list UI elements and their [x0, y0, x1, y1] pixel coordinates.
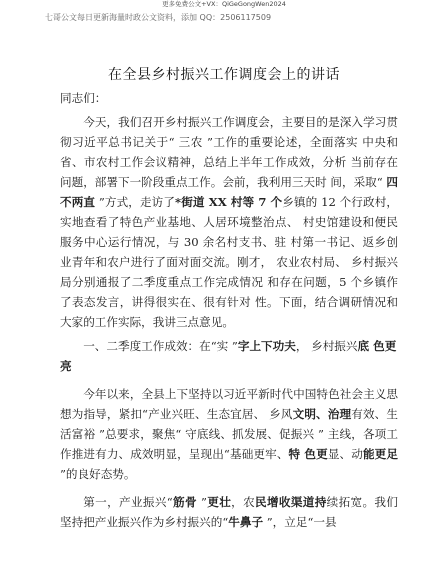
text-run: ”	[196, 495, 207, 509]
bold-run: 四不两直	[60, 175, 398, 209]
bold-run: *街道 XX 村等 7 个	[175, 195, 283, 209]
bold-run: 更壮	[206, 495, 232, 509]
text-run: 乡镇的 12 个行政村，实地查看了特色产业基地、人居环境整治点、 村史馆建设和便民服务中心运行情况，与 30 余名村支书、驻 村第一书记、返乡创业青年和农户进行了面对面交流。刚才， 农业农村局、 乡村振兴局分别通报了二季度重点工作完成情况 和存在问题，5 个乡镇作了表态发言，讲得很实在、很有针对 性。下面，结合调研情况和大家的工作实际，我讲三点意见。	[60, 195, 398, 329]
top-banner: 更多免费公文+VX：QiGeGongWen2024	[162, 0, 286, 8]
text-run: ”的良好态势。	[60, 467, 136, 481]
text-run: ，农	[231, 495, 256, 509]
bold-run: 字上下功夫	[237, 339, 296, 353]
text-run: ， 乡村振兴	[295, 339, 358, 353]
text-run: 今天，我们召开乡村振兴工作调度会，主要目的是深入学习贯彻习近平总书记关于“ 三农 ”工作的重要论述，全面落实 中央和省、市农村工作会议精神，总结上半年工作成效，分析 当前存在问题，部署下一阶段重点工作。会前，我利用三天时 间，采取“	[60, 115, 398, 189]
text-run: 一、二季度工作成效：在“实 ”	[83, 339, 238, 353]
bold-run: 底 色更亮	[60, 339, 397, 373]
paragraph-overview	[60, 384, 398, 484]
header-line: 七哥公文每日更新海量时政公文资料，添加 QQ：2506117509	[45, 13, 272, 22]
text-run: 有效、生活富裕 ”总要求，聚焦“ 守底线、抓发展、促振兴 ” 主线，各项工作推进有力、成效明显，呈现出“基础更牢、	[60, 407, 398, 461]
document-title: 在全县乡村振兴工作调度会上的讲话	[108, 67, 340, 83]
text-run: 显、动	[327, 447, 363, 461]
bold-run: 特 色更	[288, 447, 328, 461]
bold-run: 能更足	[362, 447, 398, 461]
text-run: ”，立足“一县	[263, 515, 337, 529]
bold-run: 文明、治理	[292, 407, 352, 421]
text-run: 续拓宽。我们坚持把产业振兴作为乡村振兴的“	[60, 495, 398, 529]
section-heading-1	[60, 336, 398, 376]
bold-run: 民增收渠道持	[255, 495, 327, 509]
greeting: 同志们：	[60, 91, 107, 105]
document-body	[60, 88, 398, 532]
bold-run: 牛鼻子	[228, 515, 264, 529]
text-run: 今年以来，全县上下坚持以习近平新时代中国特色社会主义思想为指导，紧扣“产业兴旺、生态宜居、 乡风	[60, 387, 398, 421]
paragraph-intro	[60, 112, 398, 332]
text-run: 第一，产业振兴“	[83, 495, 173, 509]
bold-run: 筋骨	[172, 495, 197, 509]
text-run: ”方式，走访了	[95, 195, 176, 209]
paragraph-industry	[60, 492, 398, 532]
